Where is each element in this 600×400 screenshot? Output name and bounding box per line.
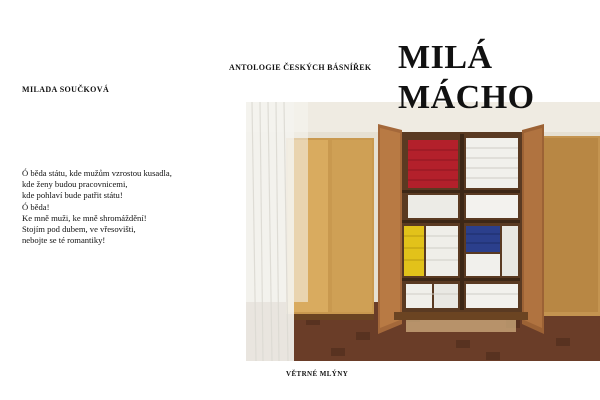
- wardrobe-with-folded-linens-icon: [246, 102, 600, 361]
- poem-line: kde pohlaví bude patřit státu!: [22, 190, 123, 201]
- author-name: MILADA SOUČKOVÁ: [22, 85, 110, 94]
- poem-line: Ke mně muži, ke mně shromáždění!: [22, 212, 147, 223]
- poem-line: kde ženy budou pracovnicemi,: [22, 179, 128, 190]
- poem-line: Ó běda státu, kde mužům vzrostou kusadla,: [22, 168, 172, 178]
- poem-line: Stojím pod dubem, ve vřesovišti,: [22, 224, 136, 235]
- anthology-label: ANTOLOGIE ČESKÝCH BÁSNÍŘEK: [229, 63, 372, 72]
- title-line: MILÁ: [398, 39, 493, 76]
- title-line: MÁCHO: [398, 79, 535, 116]
- wardrobe-photo: [246, 102, 600, 361]
- publisher-name: VĚTRNÉ MLÝNY: [286, 370, 349, 378]
- book-title: [398, 38, 535, 118]
- poem-line: nebojte se té romantiky!: [22, 235, 106, 246]
- poem-line: Ó běda!: [22, 201, 50, 212]
- poem-excerpt: [22, 168, 232, 246]
